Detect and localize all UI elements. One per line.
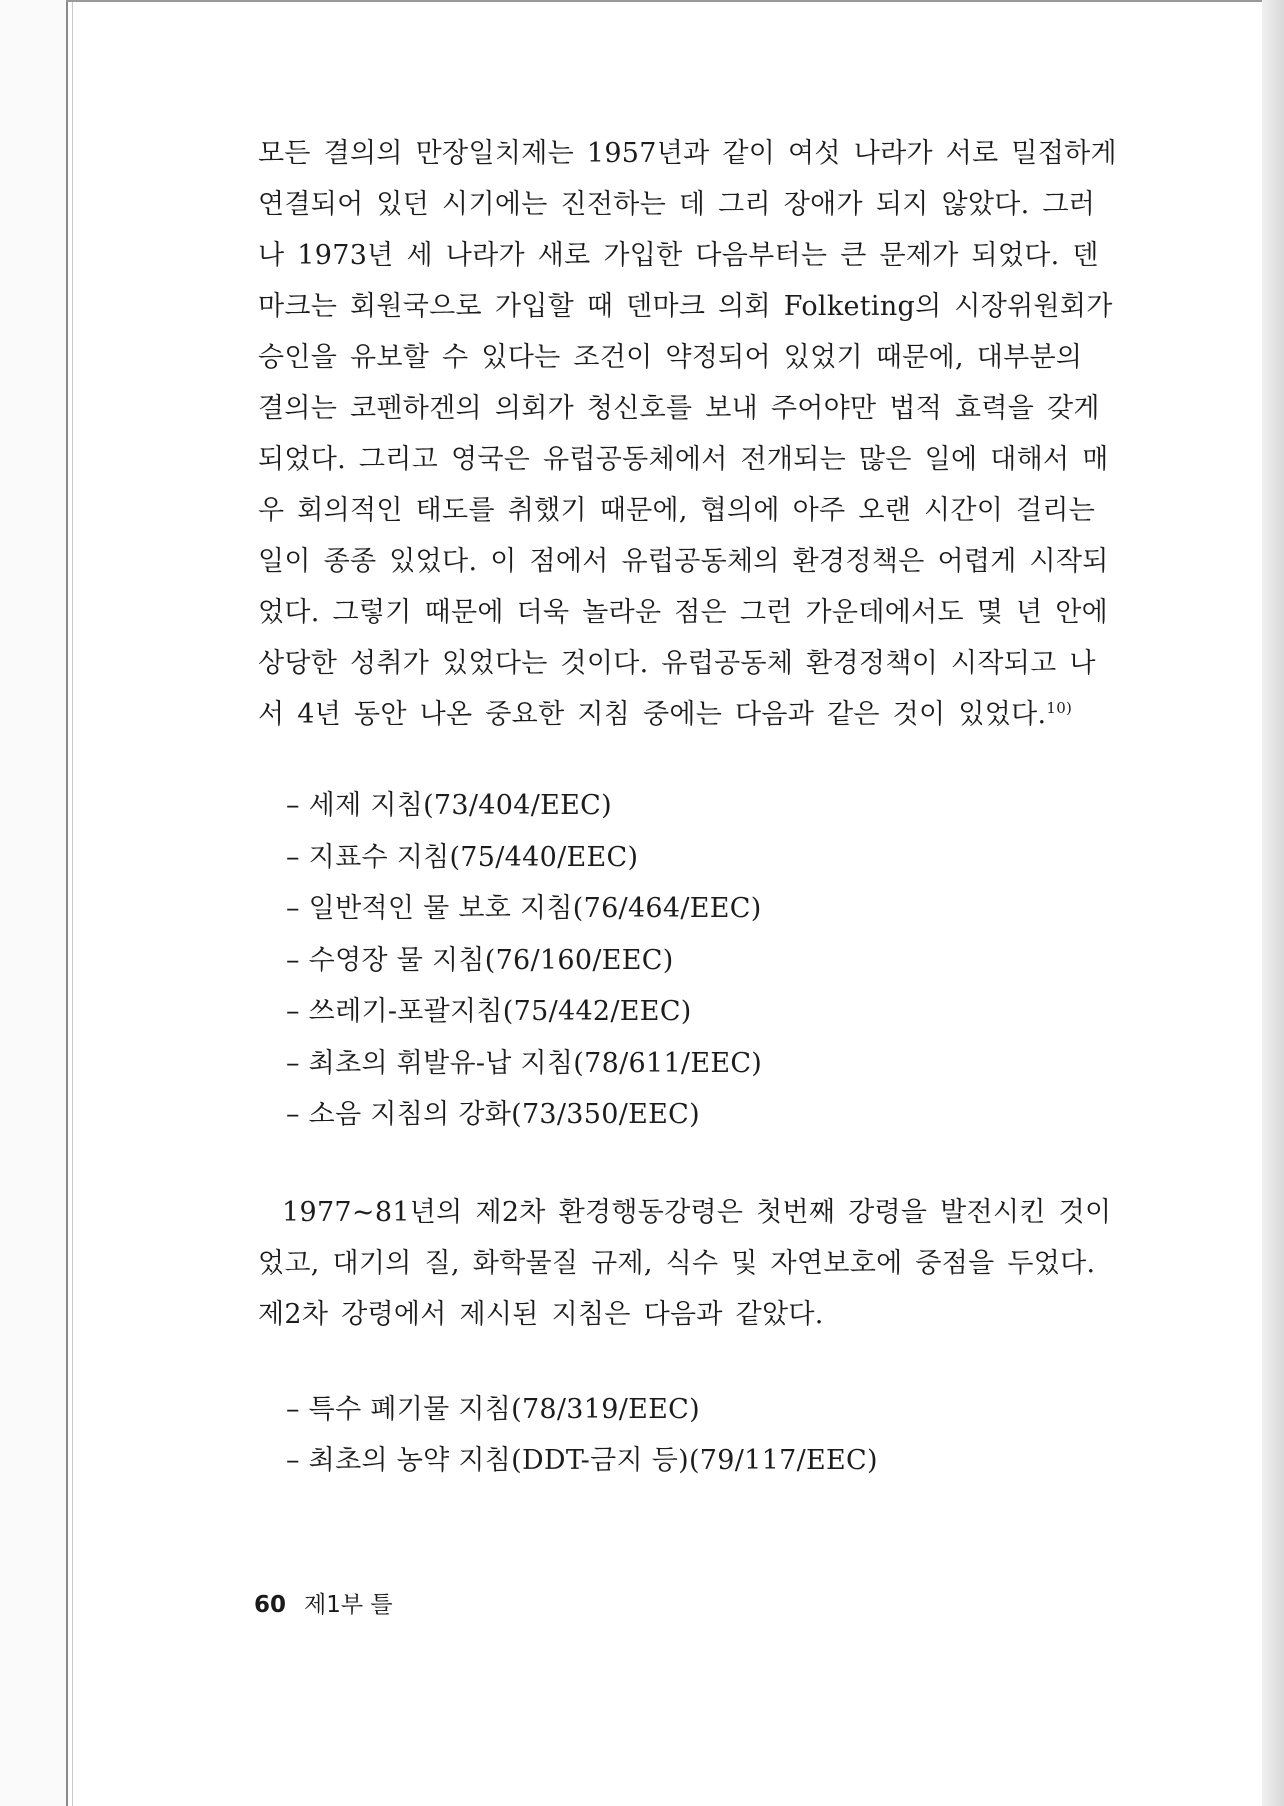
directive-list-1 — [258, 780, 1164, 1141]
footnote-reference: 10) — [1046, 699, 1073, 717]
page-right-edge — [1262, 0, 1284, 1806]
list-item: – 쓰레기-포괄지침(75/442/EEC) — [286, 996, 692, 1027]
page-left-edge-inner — [72, 0, 73, 1806]
page-number: 60 — [254, 1592, 287, 1618]
paragraph-1-text: 모든 결의의 만장일치제는 1957년과 같이 여섯 나라가 서로 밀접하게 연결되어 있던 시기에는 진전하는 데 그리 장애가 되지 않았다. 그러 나 1973년 세 나라가 새로 가입한 다음부터는 큰 문제가 되었다. 덴 마크는 회원국으로 가입할 때 덴마크 의회 Folketing의 시장위원회가 승인을 유보할 수 있다는 조건이 약정되어 있었기 때문에, 대부분의 결의는 코펜하겐의 의회가 청신호를 보내 주어야만 법적 효력을 갖게 되었다. 그리고 영국은 유럽공동체에서 전개되는 많은 일에 대해서 매 우 회의적인 태도를 취했기 때문에, 협의에 아주 오랜 시간이 걸리는 일이 종종 있었다. 이 점에서 유럽공동체의 환경정책은 어렵게 시작되 었다. 그렇기 때문에 더욱 놀라운 점은 그런 가운데에서도 몇 년 안에 상당한 성취가 있었다는 것이다. 유럽공동체 환경정책이 시작되고 나 서 4년 동안 나온 중요한 지침 중에는 다음과 같은 것이 있었다. — [258, 138, 1117, 730]
page-footer — [254, 1586, 393, 1619]
page-top-edge — [66, 0, 1284, 2]
body-paragraph-2: 1977~81년의 제2차 환경행동강령은 첫번째 강령을 발전시킨 것이 었고, 대기의 질, 화학물질 규제, 식수 및 자연보호에 중점을 두었다. 제2차 강령에서 제시된 지침은 다음과 같았다. — [258, 1196, 1112, 1330]
list-item: – 수영장 물 지침(76/160/EEC) — [286, 944, 674, 976]
list-item: – 세제 지침(73/404/EEC) — [286, 790, 612, 821]
list-item: – 특수 폐기물 지침(78/319/EEC) — [286, 1393, 700, 1425]
page-content — [258, 128, 1164, 1487]
body-paragraph-1 — [258, 128, 1164, 740]
list-item: – 지표수 지침(75/440/EEC) — [286, 841, 639, 873]
list-item: – 최초의 휘발유-납 지침(78/611/EEC) — [286, 1047, 763, 1079]
running-footer-section: 제1부 틀 — [304, 1592, 393, 1618]
page-left-edge — [66, 0, 68, 1806]
directive-list-2 — [258, 1384, 1164, 1487]
list-item: – 소음 지침의 강화(73/350/EEC) — [286, 1099, 700, 1130]
list-item: – 최초의 농약 지침(DDT-금지 등)(79/117/EEC) — [286, 1445, 878, 1476]
list-item: – 일반적인 물 보호 지침(76/464/EEC) — [286, 893, 762, 924]
